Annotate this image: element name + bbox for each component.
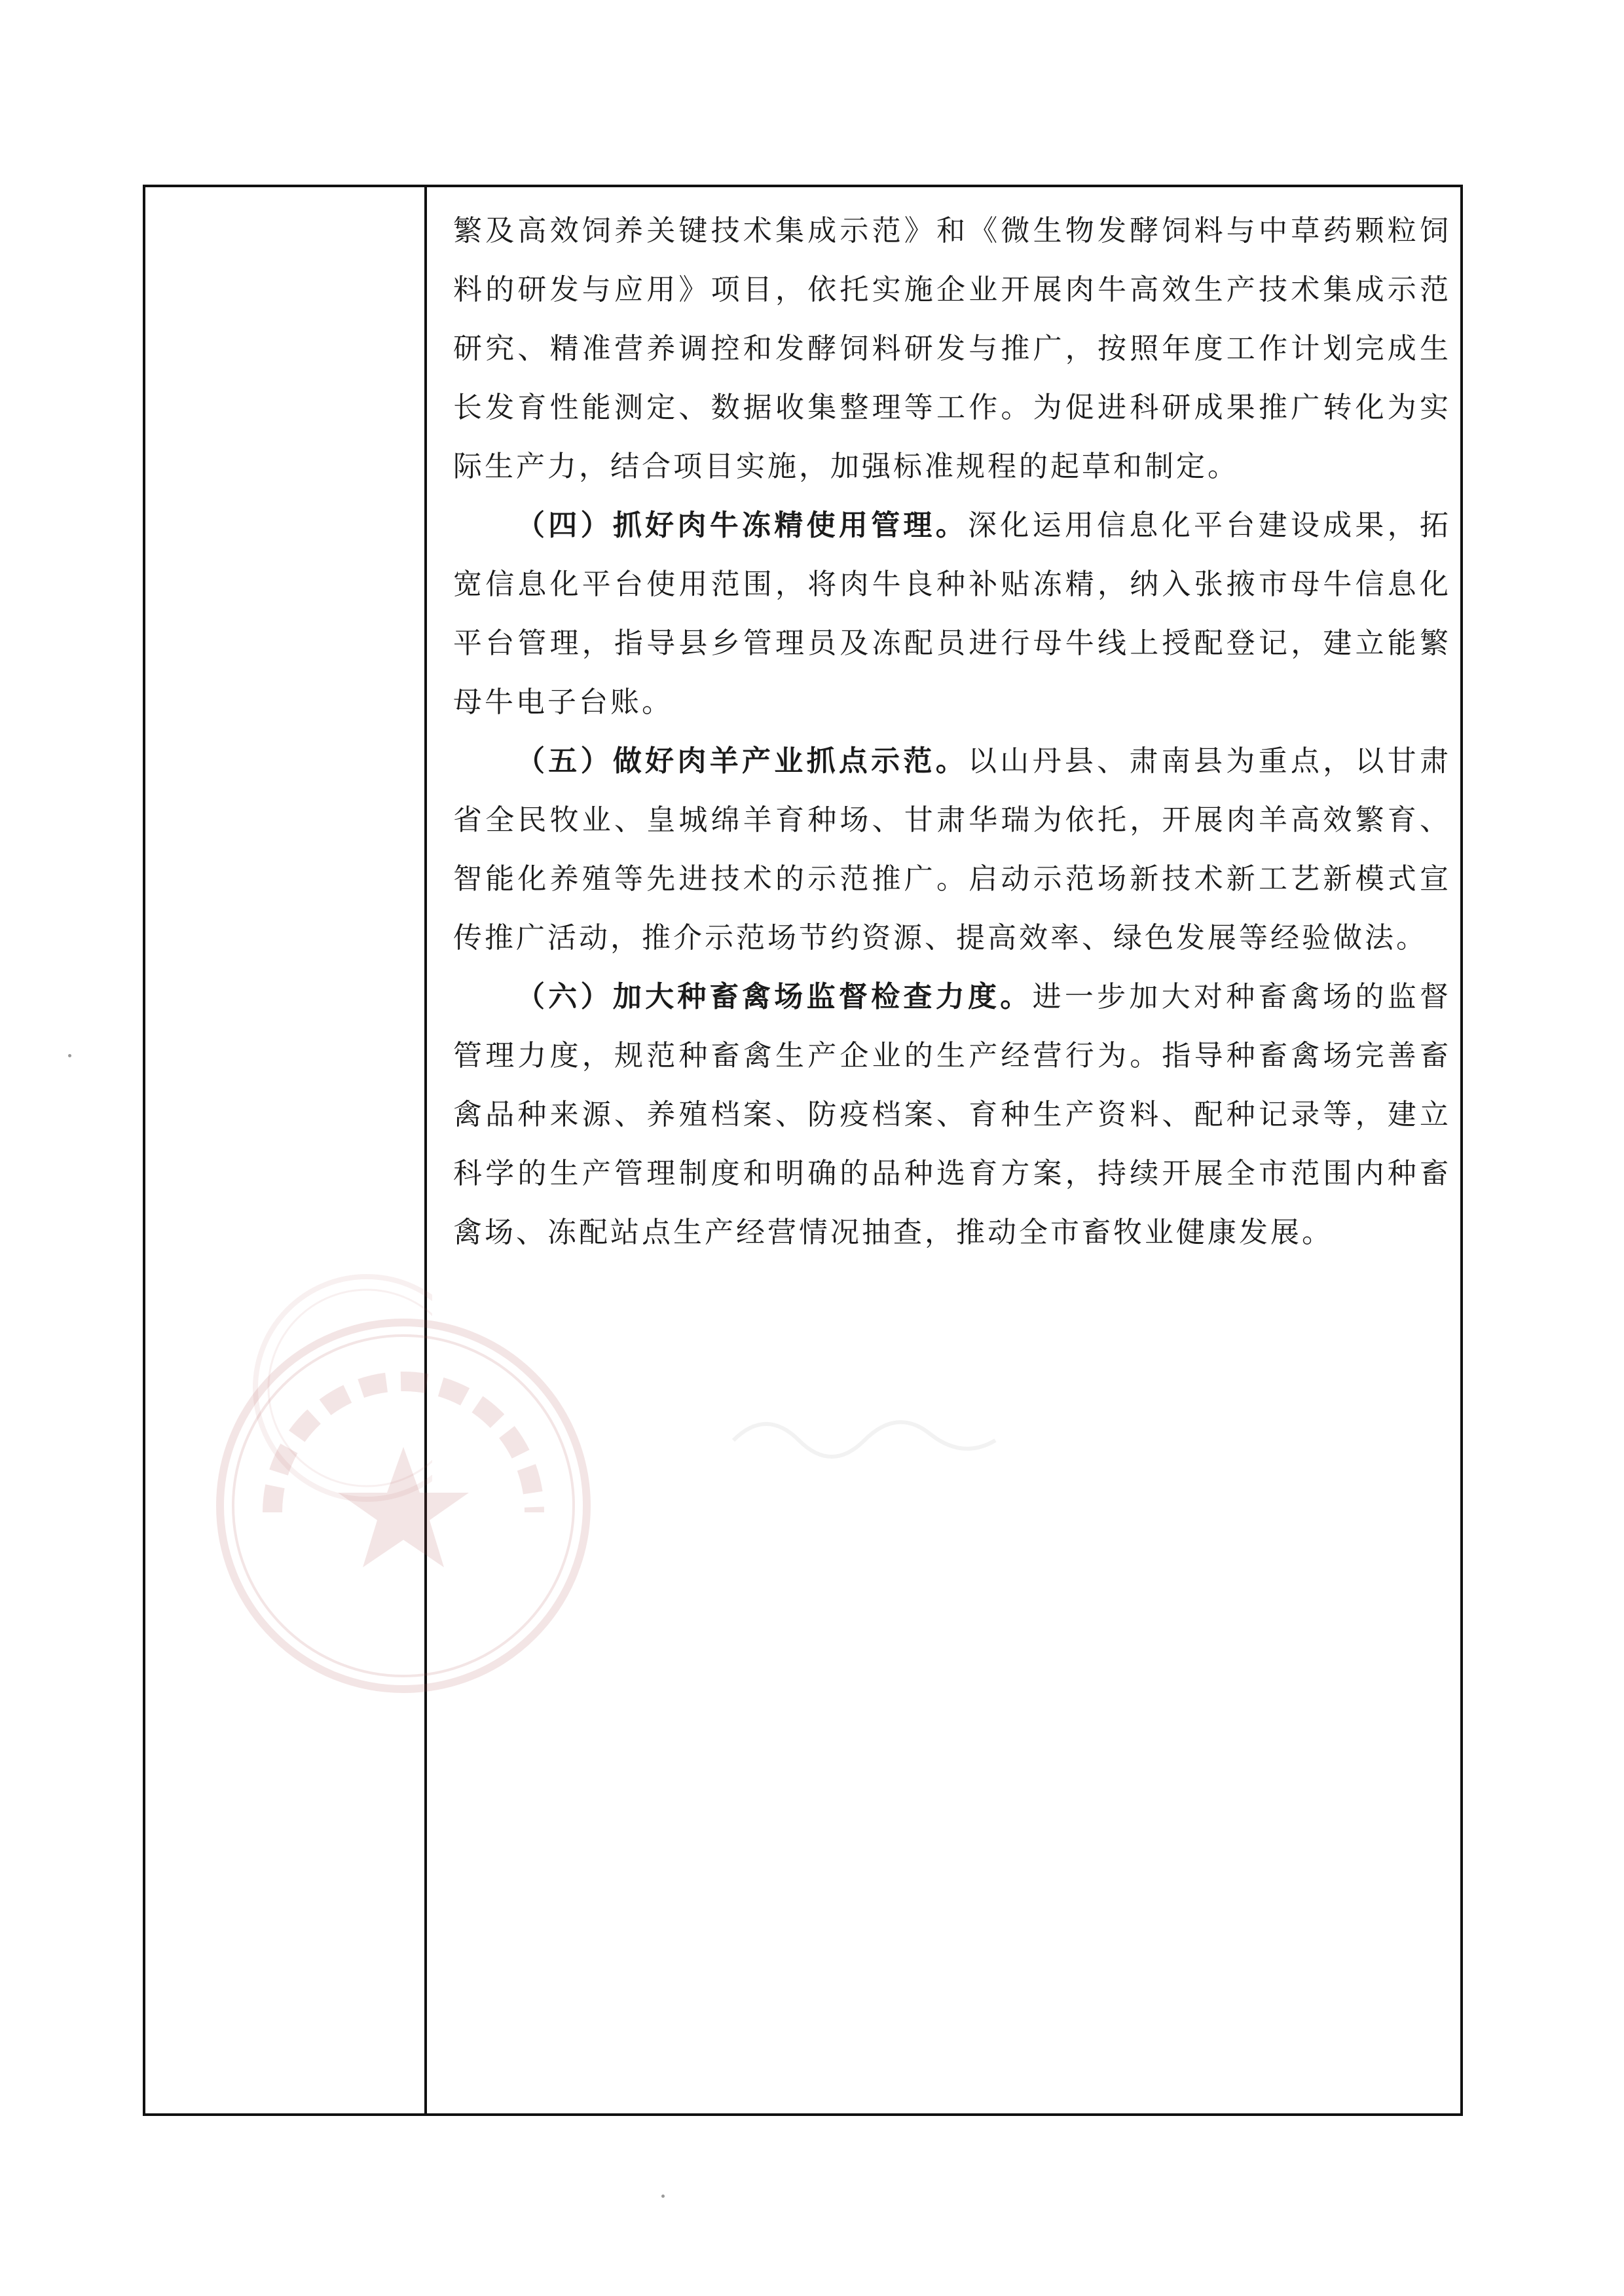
paragraph-text: 进一步加大对种畜禽场的监督管理力度，规范种畜禽生产企业的生产经营行为。指导种畜禽场完善畜禽品种来源、养殖档案、防疫档案、育种生产资料、配种记录等，建立科学的生产管理制度和明确的品种选育方案，持续开展全市范围内种畜禽场、冻配站点生产经营情况抽查，推动全市畜牧业健康发展。	[453, 980, 1452, 1249]
scan-speck	[68, 1054, 71, 1057]
paragraph-text: 以山丹县、肃南县为重点，以甘肃省全民牧业、皇城绵羊育种场、甘肃华瑞为依托，开展肉羊高效繁育、智能化养殖等先进技术的示范推广。启动示范场新技术新工艺新模式宣传推广活动，推介示范场节约资源、提高效率、绿色发展等经验做法。	[453, 744, 1451, 955]
table-left-column	[145, 187, 427, 2113]
paragraph-text: 繁及高效饲养关键技术集成示范》和《微生物发酵饲料与中草药颗粒饲料的研发与应用》项目，依托实施企业开展肉牛高效生产技术集成示范研究、精准营养调控和发酵饲料研发与推广，按照年度工作计划完成生长发育性能测定、数据收集整理等工作。为促进科研成果推广转化为实际生产力，结合项目实施，加强标准规程的起草和制定。	[453, 214, 1451, 483]
section-heading: （五）做好肉羊产业抓点示范。	[516, 744, 968, 778]
content-table	[143, 185, 1463, 2116]
section-heading: （六）加大种畜禽场监督检查力度。	[516, 980, 1033, 1013]
paragraph-project-intro	[453, 202, 1451, 496]
paragraph-section-6	[453, 968, 1451, 1262]
scan-speck	[661, 2195, 665, 2198]
official-seal-icon	[194, 1296, 613, 1715]
table-right-column	[427, 187, 1460, 2113]
paragraph-section-5	[453, 732, 1451, 968]
paragraph-section-4	[453, 496, 1451, 732]
paragraph-text: 深化运用信息化平台建设成果，拓宽信息化平台使用范围，将肉牛良种补贴冻精，纳入张掖市母牛信息化平台管理，指导县乡管理员及冻配员进行母牛线上授配登记，建立能繁母牛电子台账。	[453, 509, 1451, 719]
signature-trace-icon	[727, 1401, 1002, 1467]
section-heading: （四）抓好肉牛冻精使用管理。	[516, 509, 968, 542]
